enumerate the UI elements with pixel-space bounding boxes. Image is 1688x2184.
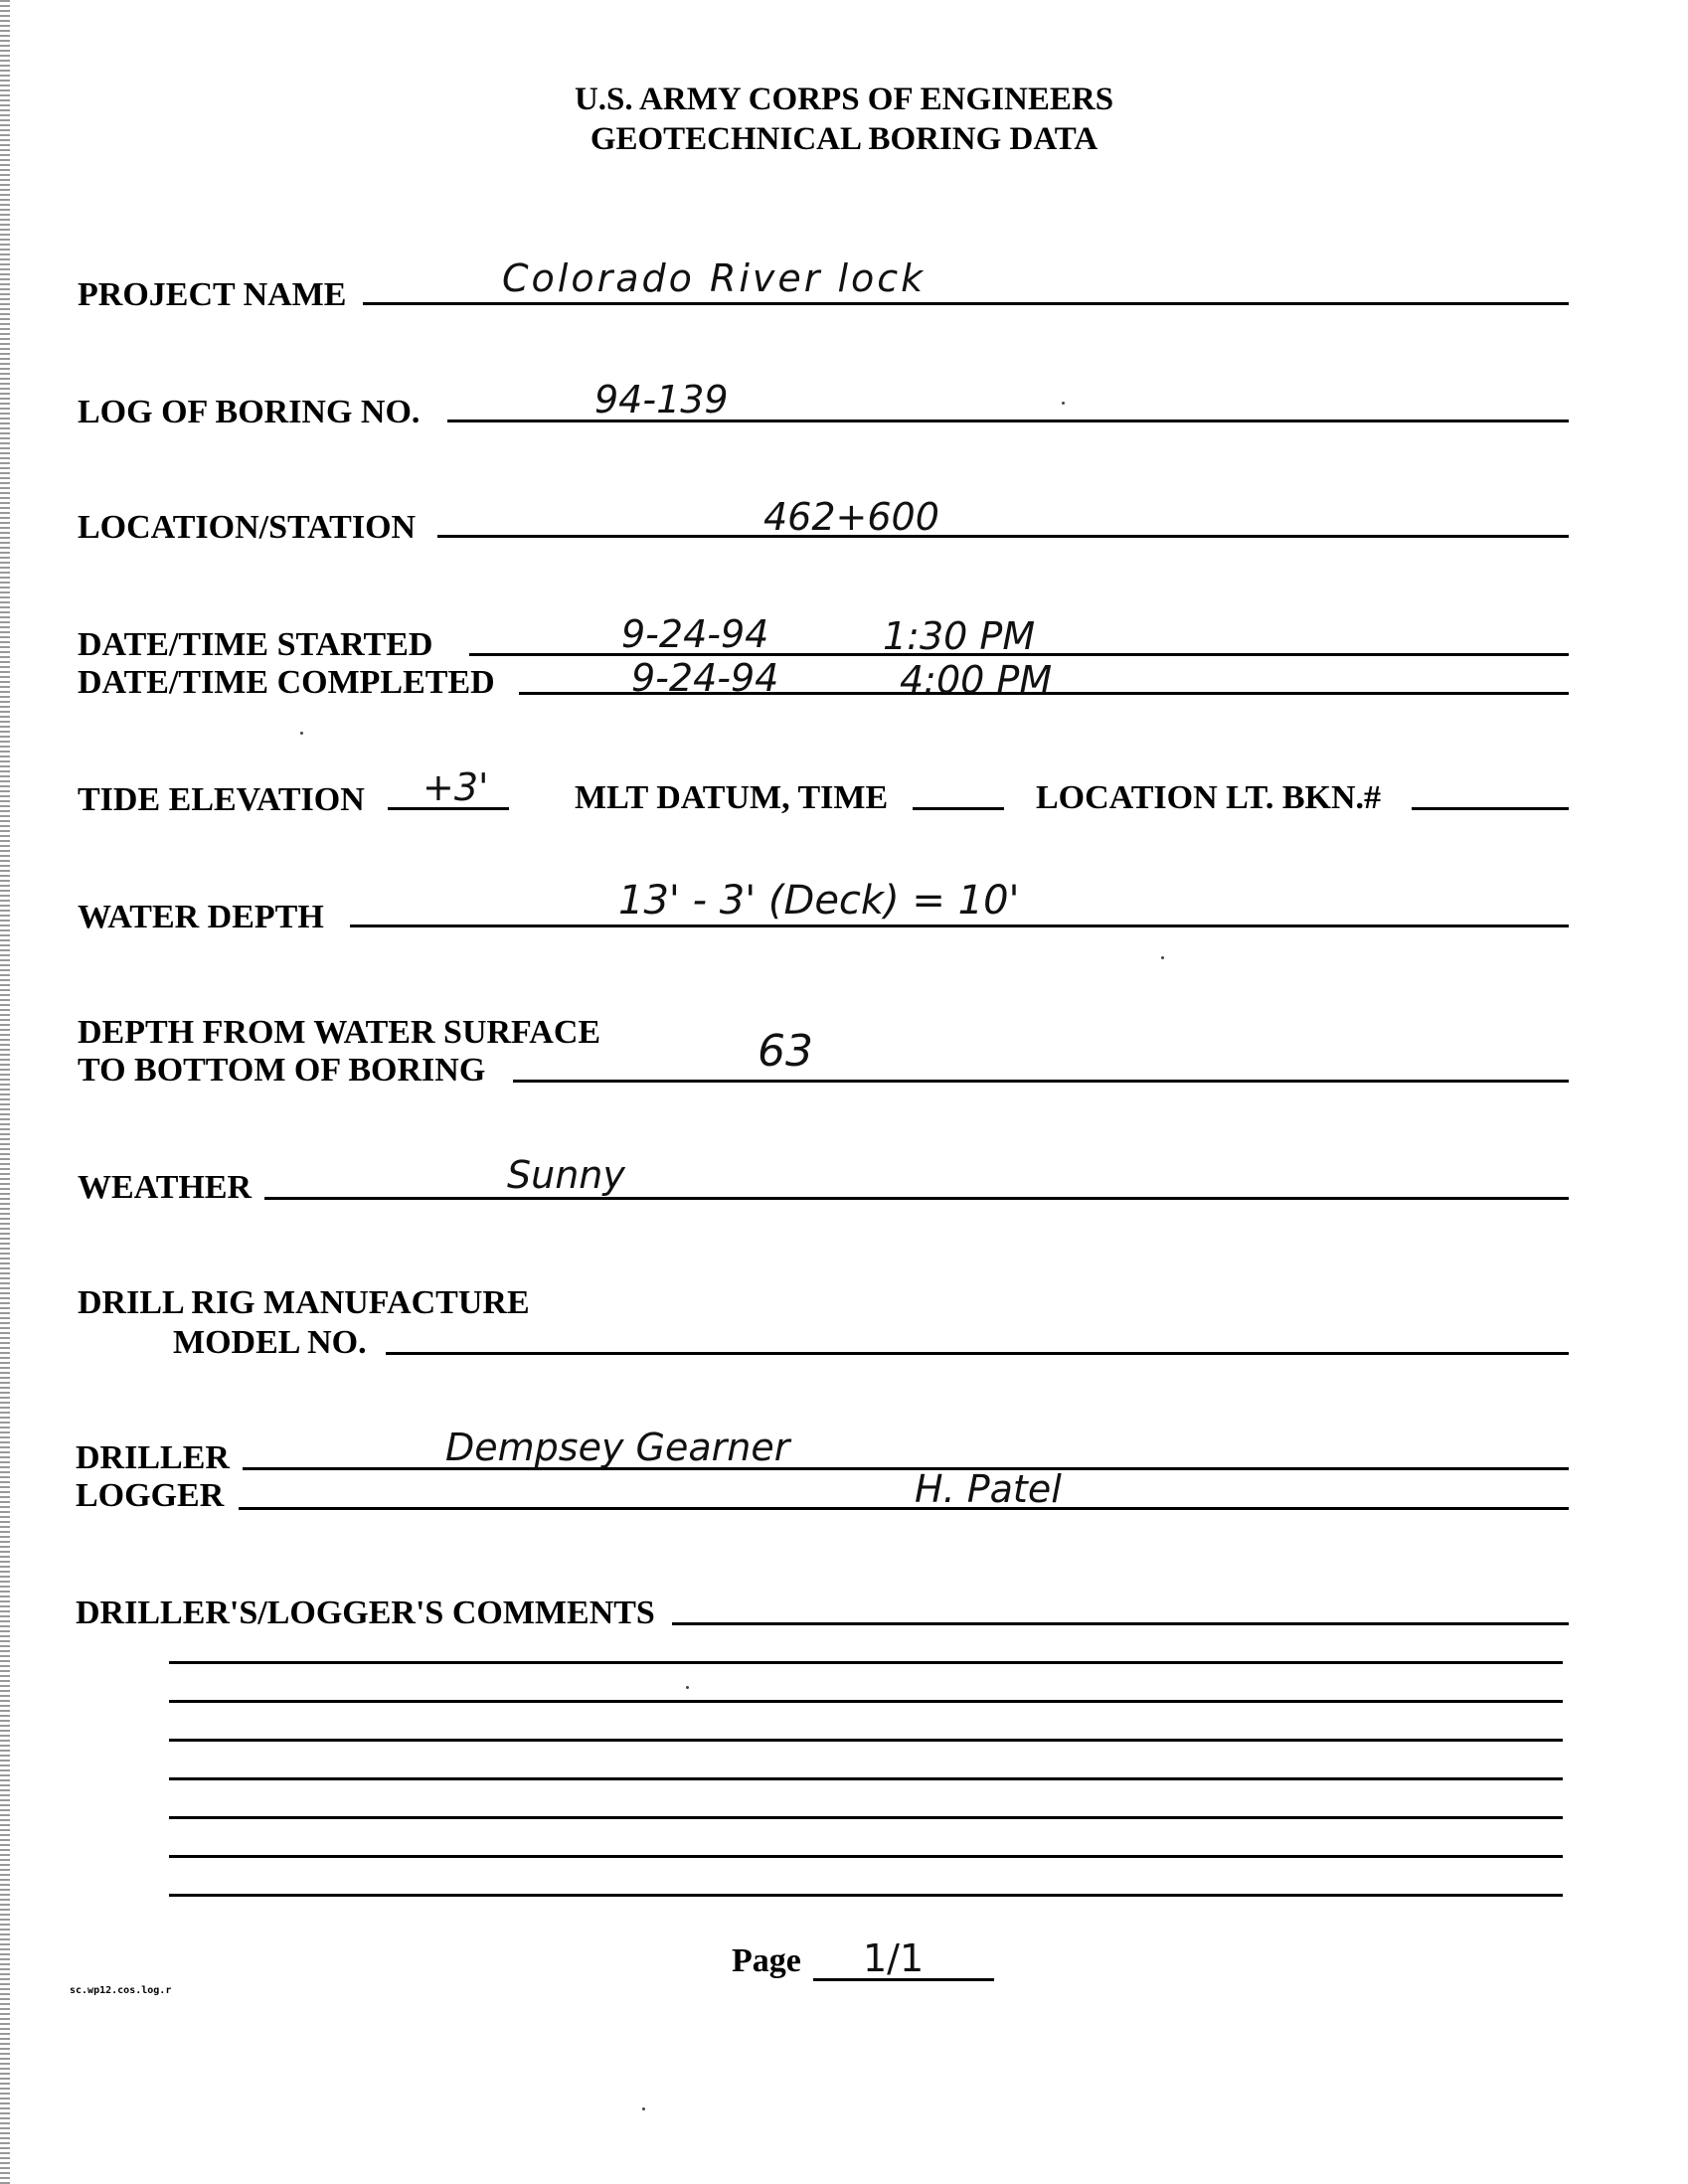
water-depth-field-line[interactable]: [350, 924, 1569, 927]
scan-speck: [1062, 402, 1065, 405]
date-completed-time: 4:00 PM: [900, 658, 1053, 702]
depth-label-line1: DEPTH FROM WATER SURFACE: [78, 1014, 601, 1051]
tide-elevation-label: TIDE ELEVATION: [78, 781, 365, 818]
comments-line-1[interactable]: [672, 1622, 1569, 1625]
driller-label: DRILLER: [76, 1439, 230, 1476]
comments-line-2[interactable]: [169, 1661, 1563, 1664]
drill-rig-label-line1: DRILL RIG MANUFACTURE: [78, 1284, 530, 1321]
date-completed-date: 9-24-94: [631, 656, 779, 700]
project-name-value: Colorado River lock: [502, 256, 927, 300]
location-lt-bkn-label: LOCATION LT. BKN.#: [1036, 779, 1382, 816]
drill-rig-field-line[interactable]: [386, 1352, 1569, 1355]
date-started-time: 1:30 PM: [883, 614, 1036, 658]
tide-elevation-value: +3': [422, 765, 489, 809]
comments-line-3[interactable]: [169, 1700, 1563, 1703]
drill-rig-label-line2: MODEL NO.: [173, 1324, 367, 1361]
scan-binding-edge: [0, 0, 10, 2184]
scan-speck: [642, 2107, 645, 2110]
location-lt-bkn-field-line[interactable]: [1412, 807, 1569, 810]
date-started-date: 9-24-94: [621, 612, 769, 656]
driller-field-line[interactable]: [243, 1467, 1569, 1470]
comments-line-4[interactable]: [169, 1739, 1563, 1742]
driller-value: Dempsey Gearner: [445, 1426, 790, 1469]
boring-no-value: 94-139: [594, 378, 729, 421]
form-title-agency: U.S. ARMY CORPS OF ENGINEERS: [574, 82, 1114, 117]
weather-value: Sunny: [507, 1153, 625, 1197]
boring-no-label: LOG OF BORING NO.: [78, 394, 421, 430]
comments-line-5[interactable]: [169, 1777, 1563, 1780]
project-name-label: PROJECT NAME: [78, 276, 347, 313]
mlt-datum-field-line[interactable]: [913, 807, 1004, 810]
comments-label: DRILLER'S/LOGGER'S COMMENTS: [76, 1595, 655, 1631]
location-station-label: LOCATION/STATION: [78, 509, 417, 546]
weather-label: WEATHER: [78, 1169, 253, 1206]
form-code-footnote: sc.wp12.cos.log.r: [70, 1985, 172, 1996]
scan-speck: [686, 1686, 689, 1689]
logger-label: LOGGER: [76, 1477, 225, 1514]
depth-label-line2: TO BOTTOM OF BORING: [78, 1052, 486, 1089]
page-label: Page: [732, 1942, 801, 1979]
form-title-document: GEOTECHNICAL BORING DATA: [590, 121, 1098, 157]
water-depth-value: 13' - 3' (Deck) = 10': [618, 878, 1020, 924]
logger-value: H. Patel: [915, 1467, 1062, 1511]
weather-field-line[interactable]: [264, 1197, 1569, 1200]
location-station-field-line[interactable]: [437, 535, 1569, 538]
water-depth-label: WATER DEPTH: [78, 899, 324, 935]
date-completed-label: DATE/TIME COMPLETED: [78, 664, 495, 701]
scan-speck: [300, 732, 303, 735]
comments-line-8[interactable]: [169, 1894, 1563, 1897]
comments-line-6[interactable]: [169, 1816, 1563, 1819]
location-station-value: 462+600: [763, 495, 939, 539]
logger-field-line[interactable]: [239, 1507, 1569, 1510]
depth-value: 63: [758, 1026, 813, 1077]
project-name-field-line[interactable]: [363, 302, 1569, 305]
depth-field-line[interactable]: [513, 1080, 1569, 1083]
scan-speck: [1161, 956, 1164, 959]
date-started-label: DATE/TIME STARTED: [78, 626, 433, 663]
page-value: 1/1: [863, 1936, 925, 1980]
comments-line-7[interactable]: [169, 1855, 1563, 1858]
mlt-datum-label: MLT DATUM, TIME: [575, 779, 889, 816]
